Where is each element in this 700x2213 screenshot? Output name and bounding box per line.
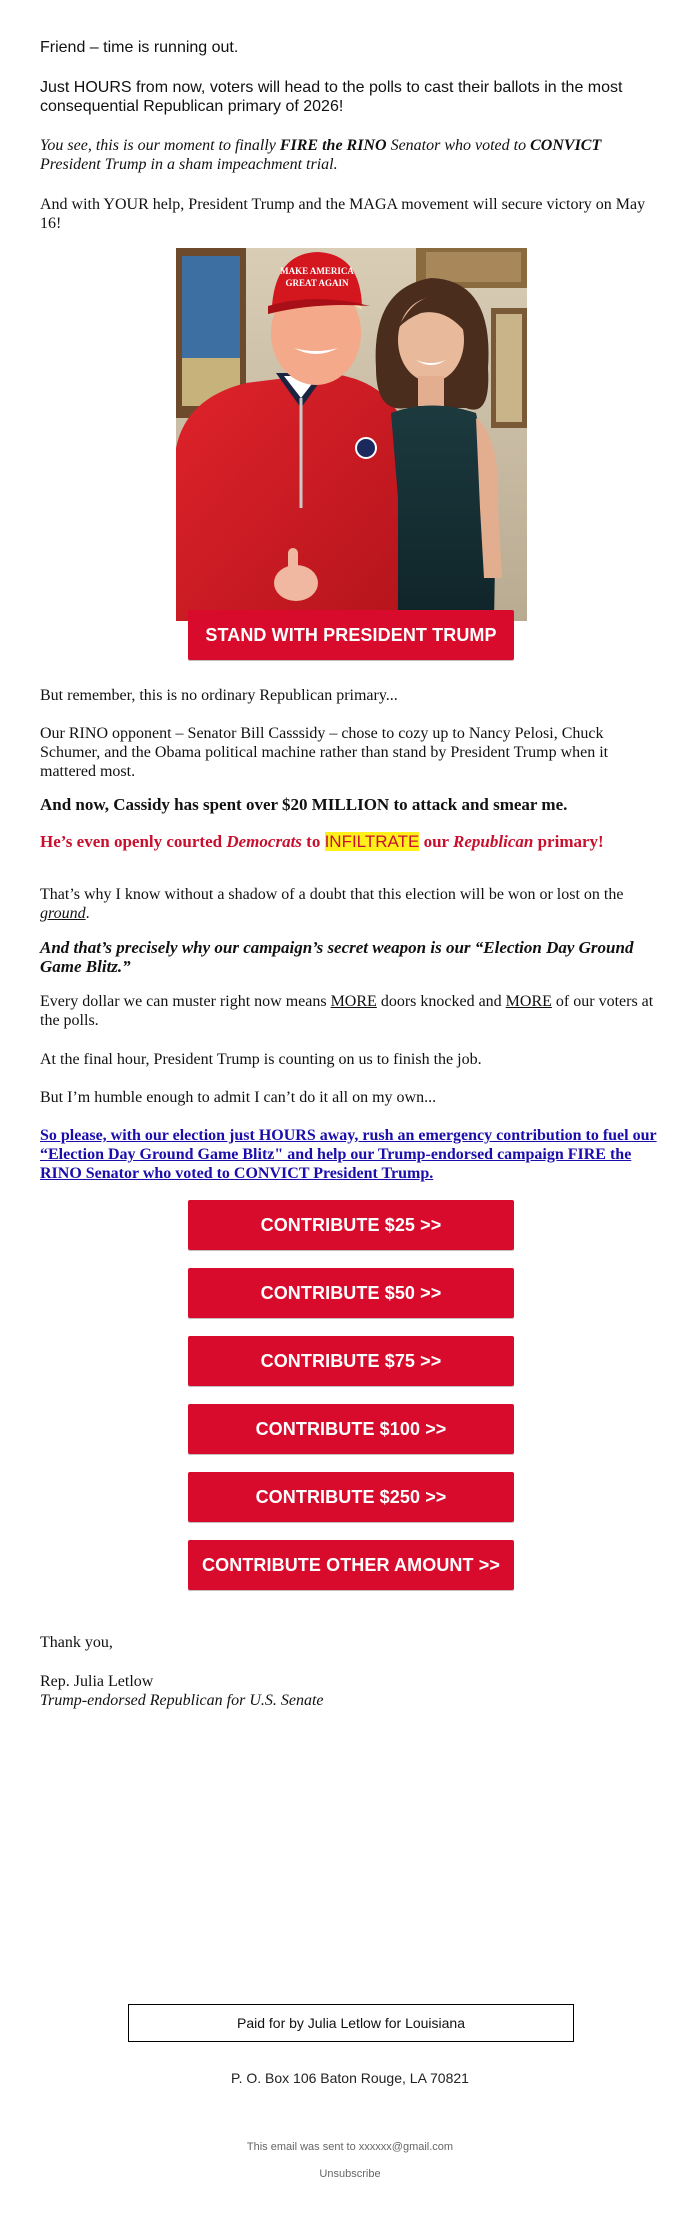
paragraph-every-dollar: Every dollar we can muster right now means MORE doors knocked and MORE of our voters at the polls. <box>40 993 654 1029</box>
unsubscribe-link[interactable]: Unsubscribe <box>319 2168 381 2180</box>
emergency-contribution-link[interactable]: So please, with our election just HOURS away, rush an emergency contribution to fuel our “Election Day Ground Game Blitz" and help our Trump-endorsed campaign FIRE the RINO Senator who voted to CONVICT President Trump. <box>40 1127 657 1182</box>
paragraph-fire-rino: You see, this is our moment to finally FIRE the RINO Senator who voted to CONVICT President Trump in a sham impeachment trial. <box>40 137 602 173</box>
thank-you: Thank you, <box>40 1634 113 1651</box>
contribute-250-button[interactable]: CONTRIBUTE $250 >> <box>188 1472 514 1522</box>
contribute-other-button[interactable]: CONTRIBUTE OTHER AMOUNT >> <box>188 1540 514 1590</box>
signature-name: Rep. Julia Letlow <box>40 1673 154 1690</box>
contribute-25-button[interactable]: CONTRIBUTE $25 >> <box>188 1200 514 1250</box>
signature-title: Trump-endorsed Republican for U.S. Senate <box>40 1692 324 1709</box>
infiltrate-highlight: INFILTRATE <box>324 832 420 851</box>
stand-with-trump-button[interactable]: STAND WITH PRESIDENT TRUMP <box>188 610 514 660</box>
greeting: Friend – time is running out. <box>40 39 239 56</box>
paragraph-final-hour: At the final hour, President Trump is counting on us to finish the job. <box>40 1051 482 1068</box>
paragraph-rino-opponent: Our RINO opponent – Senator Bill Casssidy – chose to cozy up to Nancy Pelosi, Chuck Schumer, and the Obama political machine rather than stand by President Trump when it mattered most. <box>40 725 609 780</box>
paragraph-no-ordinary: But remember, this is no ordinary Republican primary... <box>40 687 398 704</box>
campaign-photo[interactable] <box>176 248 527 621</box>
paragraph-victory: And with YOUR help, President Trump and the MAGA movement will secure victory on May 16! <box>40 196 646 232</box>
paid-for-disclaimer: Paid for by Julia Letlow for Louisiana <box>128 2004 574 2042</box>
paragraph-infiltrate: He’s even openly courted Democrats to INFILTRATE our Republican primary! <box>40 832 604 851</box>
contribute-75-button[interactable]: CONTRIBUTE $75 >> <box>188 1336 514 1386</box>
paragraph-secret-weapon: And that’s precisely why our campaign’s secret weapon is our “Election Day Ground Game Blitz.” <box>40 938 634 976</box>
hat-text-line1: MAKE AMERICA <box>280 266 354 276</box>
paragraph-hours: Just HOURS from now, voters will head to the polls to cast their ballots in the most consequential Republican primary of 2026! <box>40 79 623 115</box>
paragraph-20-million: And now, Cassidy has spent over $20 MILLION to attack and smear me. <box>40 795 568 814</box>
mailing-address: P. O. Box 106 Baton Rouge, LA 70821 <box>231 2070 469 2086</box>
contribute-100-button[interactable]: CONTRIBUTE $100 >> <box>188 1404 514 1454</box>
hat-text-line2: GREAT AGAIN <box>285 278 349 288</box>
paragraph-humble: But I’m humble enough to admit I can’t do it all on my own... <box>40 1089 437 1106</box>
contribute-50-button[interactable]: CONTRIBUTE $50 >> <box>188 1268 514 1318</box>
paragraph-won-or-lost: That’s why I know without a shadow of a doubt that this election will be won or lost on the ground. <box>40 886 624 922</box>
sent-to-notice: This email was sent to xxxxxx@gmail.com <box>246 2141 454 2153</box>
campaign-photo-image <box>176 248 527 621</box>
